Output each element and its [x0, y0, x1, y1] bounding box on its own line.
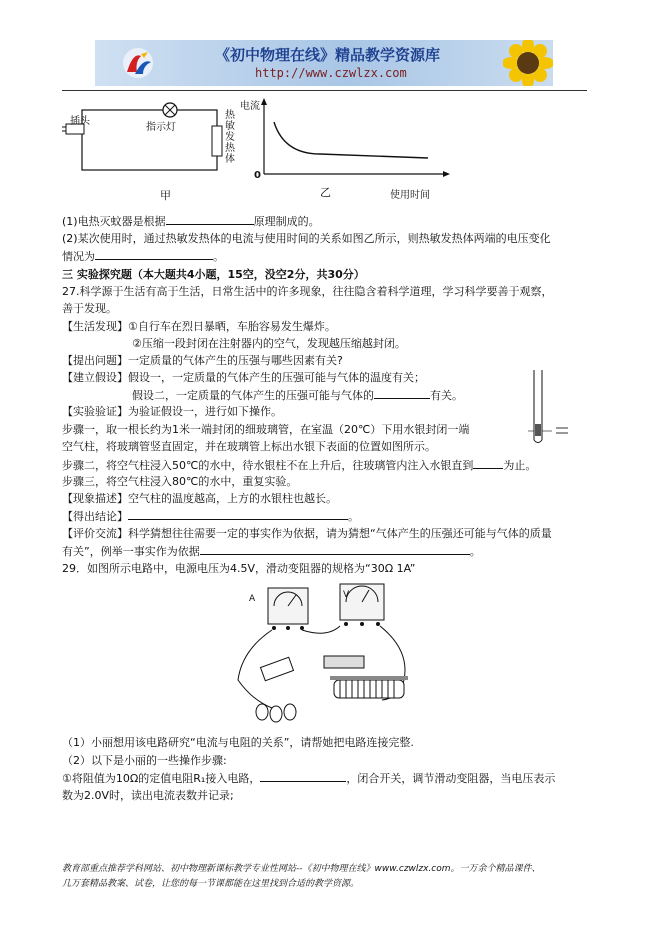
site-title: 《初中物理在线》精品教学资源库	[215, 46, 441, 64]
footer-line-1: 教育部重点推荐学科网站、初中物理新课标教学专业性网站--《初中物理在线》www.czwlzx.com。一万余个精品课件、	[62, 864, 541, 874]
life-discovery-1: 【生活发现】①自行车在烈日暴晒，车胎容易发生爆炸。	[62, 320, 336, 333]
verify-line: 【实验验证】为验证假设一，进行如下操作。	[62, 405, 282, 418]
logo-icon	[121, 46, 155, 80]
conclusion-line: 【得出结论】 。	[62, 510, 359, 523]
section-3-heading: 三 实验探究题（本大题共4小题，15空，没空2分，共30分）	[62, 268, 365, 281]
lamp-label: 指示灯	[146, 122, 176, 133]
sunflower-icon	[503, 40, 553, 86]
q1-line: (1)电热灭蚊器是根据 原理制成的。	[62, 215, 320, 228]
q29-part3-b: 数为2.0V时，读出电流表数并记录;	[62, 789, 234, 802]
origin-label: 0	[254, 170, 261, 181]
site-url[interactable]: http://www.czwlzx.com	[255, 66, 407, 80]
glass-tube-figure	[508, 368, 578, 448]
header-divider	[62, 90, 587, 91]
raise-question: 【提出问题】一定质量的气体产生的压强与哪些因素有关?	[62, 354, 343, 367]
step1-line-b: 空气柱，将玻璃管竖直固定，并在玻璃管上标出水银下表面的位置如图所示。	[62, 440, 436, 453]
heater-label: 热敏发热体	[225, 110, 235, 165]
q2-line-a: (2)某次使用时，通过热敏发热体的电流与使用时间的关系如图乙所示，则热敏发热体两端的电压变化	[62, 232, 551, 245]
q29-part3-a: ①将阻值为10Ω的定值电阻R₁接入电路， ，闭合开关，调节滑动变阻器，当电压表示	[62, 772, 556, 785]
q2-line-b: 情况为 。	[62, 250, 224, 263]
ammeter-label: A	[249, 594, 256, 604]
hypothesis-2: 假设二，一定质量的气体产生的压强可能与气体的 有关。	[132, 389, 463, 402]
q27-line-a: 27.科学源于生活有高于生活，日常生活中的许多现象，往往隐含着科学道理，学习科学要善于观察，	[62, 285, 553, 298]
caption-jia: 甲	[160, 189, 171, 202]
life-discovery-2: ②压缩一段封闭在注射器内的空气，发现越压缩越封闭。	[132, 337, 406, 350]
q29-line: 29．如图所示电路中，电源电压为4.5V，滑动变阻器的规格为“30Ω 1A”	[62, 562, 416, 575]
q29-part1: （1）小丽想用该电路研究“电流与电阻的关系”，请帮她把电路连接完整.	[62, 736, 414, 749]
step1-line-a: 步骤一，取一根长约为1米一端封闭的细玻璃管，在室温（20℃）下用水银封闭一端	[62, 423, 470, 436]
step2-line: 步骤二，将空气柱浸入50℃的水中，待水银柱不在上升后，往玻璃管内注入水银直到 为止。	[62, 459, 537, 472]
y-axis-label: 电流	[240, 101, 260, 112]
x-axis-label: 使用时间	[390, 190, 430, 201]
q27-line-b: 善于发现。	[62, 302, 117, 315]
experiment-circuit-figure	[232, 580, 422, 730]
phenomenon-line: 【现象描述】空气柱的温度越高，上方的水银柱也越长。	[62, 492, 337, 505]
caption-yi: 乙	[320, 186, 331, 199]
step3-line: 步骤三，将空气柱浸入80℃的水中，重复实验。	[62, 475, 298, 488]
voltmeter-label: V	[343, 590, 350, 600]
q29-part2: （2）以下是小丽的一些操作步骤:	[62, 754, 227, 767]
evaluation-line-b: 有关”，例举一事实作为依据 。	[62, 545, 481, 558]
footer-line-2: 几万套精品教案、试卷，让您的每一节课都能在这里找到合适的教学资源。	[62, 879, 360, 889]
header-banner	[95, 40, 553, 86]
circuit-diagram-jia	[62, 96, 252, 198]
hypothesis-1: 【建立假设】假设一，一定质量的气体产生的压强可能与气体的温度有关；	[62, 371, 425, 384]
evaluation-line-a: 【评价交流】科学猜想往往需要一定的事实作为依据，请为猜想“气体产生的压强还可能与气体的质量	[62, 527, 552, 540]
plug-label: 插头	[70, 116, 90, 127]
